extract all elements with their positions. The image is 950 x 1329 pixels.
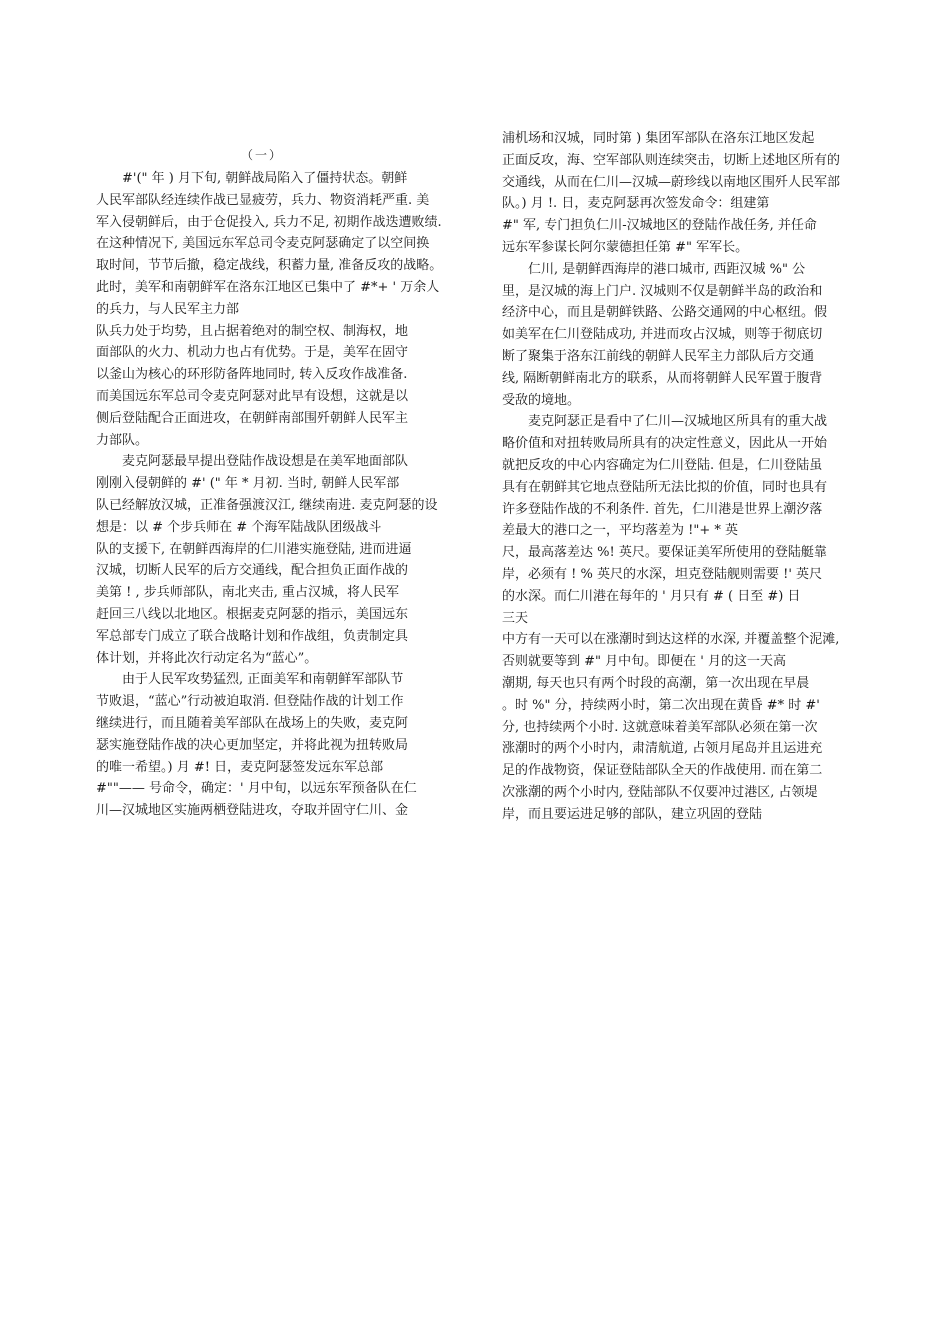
text-line: #'(" 年 ) 月下旬, 朝鲜战局陷入了僵持状态。朝鲜 (122, 171, 408, 186)
text-line: 麦克阿瑟最早提出登陆作战设想是在美军地面部队 (122, 454, 409, 470)
text-line: 由于人民军攻势猛烈, 正面美军和南朝鲜军部队节 (122, 672, 404, 688)
text-line: 具有在朝鲜其它地点登陆所无法比拟的价值，同时也具有 (502, 479, 828, 495)
text-line: 分, 也持续两个小时. 这就意味着美军部队必须在第一次 (502, 719, 818, 735)
text-line: 军入侵朝鲜后，由于仓促投入, 兵力不足, 初期作战迭遭败绩. (96, 214, 442, 230)
text-line: 军总部专门成立了联合战略计划和作战组，负责制定具 (96, 628, 409, 644)
text-line: 线, 隔断朝鲜南北方的联系，从而将朝鲜人民军置于腹背 (502, 370, 823, 386)
right-column-text (502, 128, 862, 826)
text-line: 想是：以 # 个步兵师在 # 个海军陆战队团级战斗 (96, 519, 382, 535)
text-line: 此时，美军和南朝鲜军在洛东江地区已集中了 #*+ ' 万余人 (96, 279, 440, 295)
text-line: #""—— 号命令，确定：' 月中旬，以远东军预备队在仁 (96, 781, 417, 797)
text-line: 。时 %" 分，持续两小时，第二次出现在黄昏 #* 时 #' (502, 697, 820, 713)
text-line: 川—汉城地区实施两栖登陆进攻，夺取并固守仁川、金 (96, 803, 409, 819)
text-line: 就把反攻的中心内容确定为仁川登陆. 但是，仁川登陆虽 (502, 457, 823, 473)
text-line: 的兵力，与人民军主力部 (96, 301, 240, 317)
text-line: 次涨潮的两个小时内, 登陆部队不仅要冲过港区, 占领堤 (502, 784, 818, 800)
text-line: 远东军参谋长阿尔蒙德担任第 #" 军军长。 (502, 239, 749, 255)
text-line: 受敌的境地。 (502, 392, 581, 408)
text-line: 的水深。而仁川港在每年的 ' 月只有 # ( 日至 #) 日 (502, 588, 801, 604)
text-line: 略价值和对扭转败局所具有的决定性意义，因此从一开始 (502, 436, 828, 452)
text-line: 体计划，并将此次行动定名为“蓝心”。 (96, 650, 318, 666)
text-line: 足的作战物资，保证登陆部队全天的作战使用. 而在第二 (502, 763, 823, 779)
text-line: 继续进行，而且随着美军部队在战场上的失败，麦克阿 (96, 715, 409, 731)
text-line: 中方有一天可以在涨潮时到达这样的水深, 并覆盖整个泥滩, (502, 632, 840, 648)
text-line: 如美军在仁川登陆成功, 并进而攻占汉城，则等于彻底切 (502, 327, 823, 343)
text-line: 经济中心，而且是朝鲜铁路、公路交通网的中心枢纽。假 (502, 305, 828, 321)
text-line: 队。) 月 !. 日，麦克阿瑟再次签发命令：组建第 (502, 196, 770, 212)
text-line: 仁川, 是朝鲜西海岸的港口城市, 西距汉城 %" 公 (528, 261, 806, 277)
text-line: 取时间，节节后撤，稳定战线，积蓄力量, 准备反攻的战略。 (96, 258, 443, 274)
text-line: 断了聚集于洛东江前线的朝鲜人民军主力部队后方交通 (502, 348, 815, 364)
text-line: 而美国远东军总司令麦克阿瑟对此早有设想，这就是以 (96, 388, 409, 404)
text-line: 在这种情况下, 美国远东军总司令麦克阿瑟确定了以空间换 (96, 236, 430, 252)
text-line: 里，是汉城的海上门户. 汉城则不仅是朝鲜半岛的政治和 (502, 283, 823, 299)
left-column (96, 148, 456, 822)
text-line: 岸，必须有 ! % 英尺的水深，坦克登陆舰则需要 !' 英尺 (502, 566, 823, 582)
text-line: 队已经解放汉城，正准备强渡汉江, 继续南进. 麦克阿瑟的设 (96, 497, 438, 513)
text-line: 尺，最高落差达 %! 英尺。要保证美军所使用的登陆艇靠 (502, 545, 827, 561)
text-line: 的唯一希望。) 月 #! 日，麦克阿瑟签发远东军总部 (96, 759, 384, 775)
text-line: 许多登陆作战的不利条件. 首先，仁川港是世界上潮汐落 (502, 501, 823, 517)
text-line: 交通线，从而在仁川—汉城—蔚珍线以南地区围歼人民军部 (502, 174, 841, 190)
text-line: 面部队的火力、机动力也占有优势。于是，美军在固守 (96, 345, 409, 361)
text-line: 队的支援下, 在朝鲜西海岸的仁川港实施登陆, 进而进逼 (96, 541, 412, 557)
text-line: 涨潮时的两个小时内，肃清航道, 占领月尾岛并且运进充 (502, 741, 823, 757)
text-line: 汉城，切断人民军的后方交通线，配合担负正面作战的 (96, 563, 409, 579)
text-line: 正面反攻，海、空军部队则连续突击，切断上述地区所有的 (502, 152, 841, 168)
text-line: 麦克阿瑟正是看中了仁川—汉城地区所具有的重大战 (528, 414, 828, 430)
text-line: 差最大的港口之一，平均落差为 !"+ * 英 (502, 523, 738, 539)
text-line: 人民军部队经连续作战已显疲劳，兵力、物资消耗严重. 美 (96, 192, 430, 208)
text-line: 否则就要等到 #" 月中旬。即便在 ' 月的这一天高 (502, 654, 786, 670)
text-line: 浦机场和汉城，同时第 ) 集团军部队在洛东江地区发起 (502, 131, 815, 146)
text-line: 潮期, 每天也只有两个时段的高潮，第一次出现在早晨 (502, 675, 810, 691)
text-line: 三天 (502, 610, 529, 626)
right-column (502, 128, 862, 826)
text-line: 美第 ! , 步兵师部队，南北夹击, 重占汉城，将人民军 (96, 585, 400, 601)
text-line: 侧后登陆配合正面进攻，在朝鲜南部围歼朝鲜人民军主 (96, 410, 409, 426)
text-line: 队兵力处于均势，且占据着绝对的制空权、制海权，地 (96, 323, 409, 339)
text-line: #" 军, 专门担负仁川-汉城地区的登陆作战任务, 并任命 (502, 218, 817, 234)
text-line: 赶回三八线以北地区。根据麦克阿瑟的指示，美国远东 (96, 606, 409, 622)
section-heading: （一） (240, 148, 283, 162)
text-line: 瑟实施登陆作战的决心更加坚定，并将此视为扭转败局 (96, 737, 409, 753)
text-line: 以釜山为核心的环形防备阵地同时, 转入反攻作战准备. (96, 367, 408, 383)
text-line: 力部队。 (96, 432, 149, 448)
text-line: 刚刚入侵朝鲜的 #' (" 年 * 月初. 当时, 朝鲜人民军部 (96, 476, 400, 492)
text-line: 节败退，“蓝心”行动被迫取消. 但登陆作战的计划工作 (96, 694, 404, 710)
text-line: 岸，而且要运进足够的部队，建立巩固的登陆 (502, 806, 763, 822)
left-column-text (96, 168, 456, 822)
